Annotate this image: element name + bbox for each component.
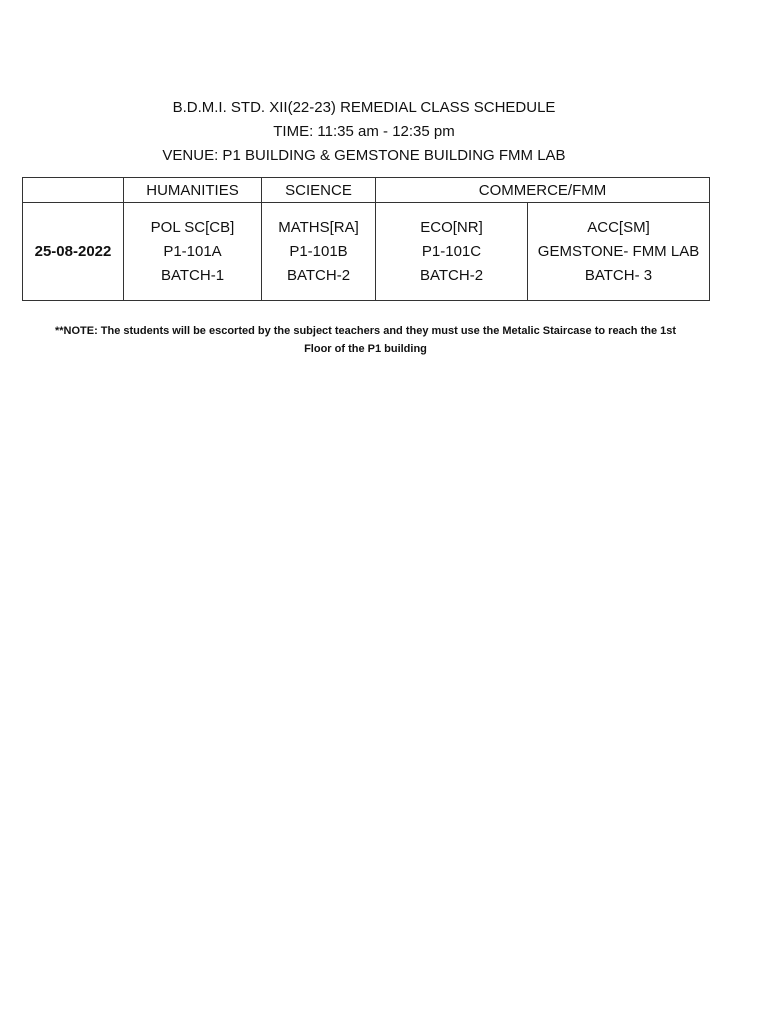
schedule-table (22, 177, 710, 301)
class-subject: POL SC[CB] (150, 218, 235, 236)
class-batch: BATCH-1 (160, 266, 225, 284)
header-cell-empty (23, 178, 124, 203)
note-line-2: Floor of the P1 building (304, 343, 427, 355)
schedule-venue: VENUE: P1 BUILDING & GEMSTONE BUILDING FMM LAB (162, 147, 566, 164)
class-cell-science (262, 203, 376, 301)
class-cell-commerce-eco (376, 203, 528, 301)
class-subject: MATHS[RA] (278, 218, 359, 236)
class-cell-commerce-acc (528, 203, 710, 301)
class-batch: BATCH-2 (286, 266, 351, 284)
header-cell-commerce: COMMERCE/FMM (376, 178, 710, 203)
class-batch: BATCH- 3 (584, 266, 653, 284)
table-header-row (23, 178, 710, 203)
class-subject: ACC[SM] (587, 218, 650, 236)
class-subject: ECO[NR] (420, 218, 483, 236)
schedule-time: TIME: 11:35 am - 12:35 pm (273, 123, 455, 140)
table-row (23, 203, 710, 301)
header-cell-science: SCIENCE (262, 178, 376, 203)
class-batch: BATCH-2 (419, 266, 484, 284)
schedule-title: B.D.M.I. STD. XII(22-23) REMEDIAL CLASS SCHEDULE (172, 99, 556, 116)
schedule-note (22, 322, 709, 358)
class-cell-humanities (124, 203, 262, 301)
note-line-1: **NOTE: The students will be escorted by the subject teachers and they must use the Metalic Staircase to reach the 1st (54, 325, 677, 337)
header-cell-humanities: HUMANITIES (124, 178, 262, 203)
date-cell: 25-08-2022 (23, 203, 124, 301)
schedule-heading (0, 96, 728, 168)
class-room: P1-101A (163, 242, 222, 260)
class-room: P1-101B (289, 242, 348, 260)
class-room: GEMSTONE- FMM LAB (537, 242, 700, 260)
class-room: P1-101C (421, 242, 482, 260)
